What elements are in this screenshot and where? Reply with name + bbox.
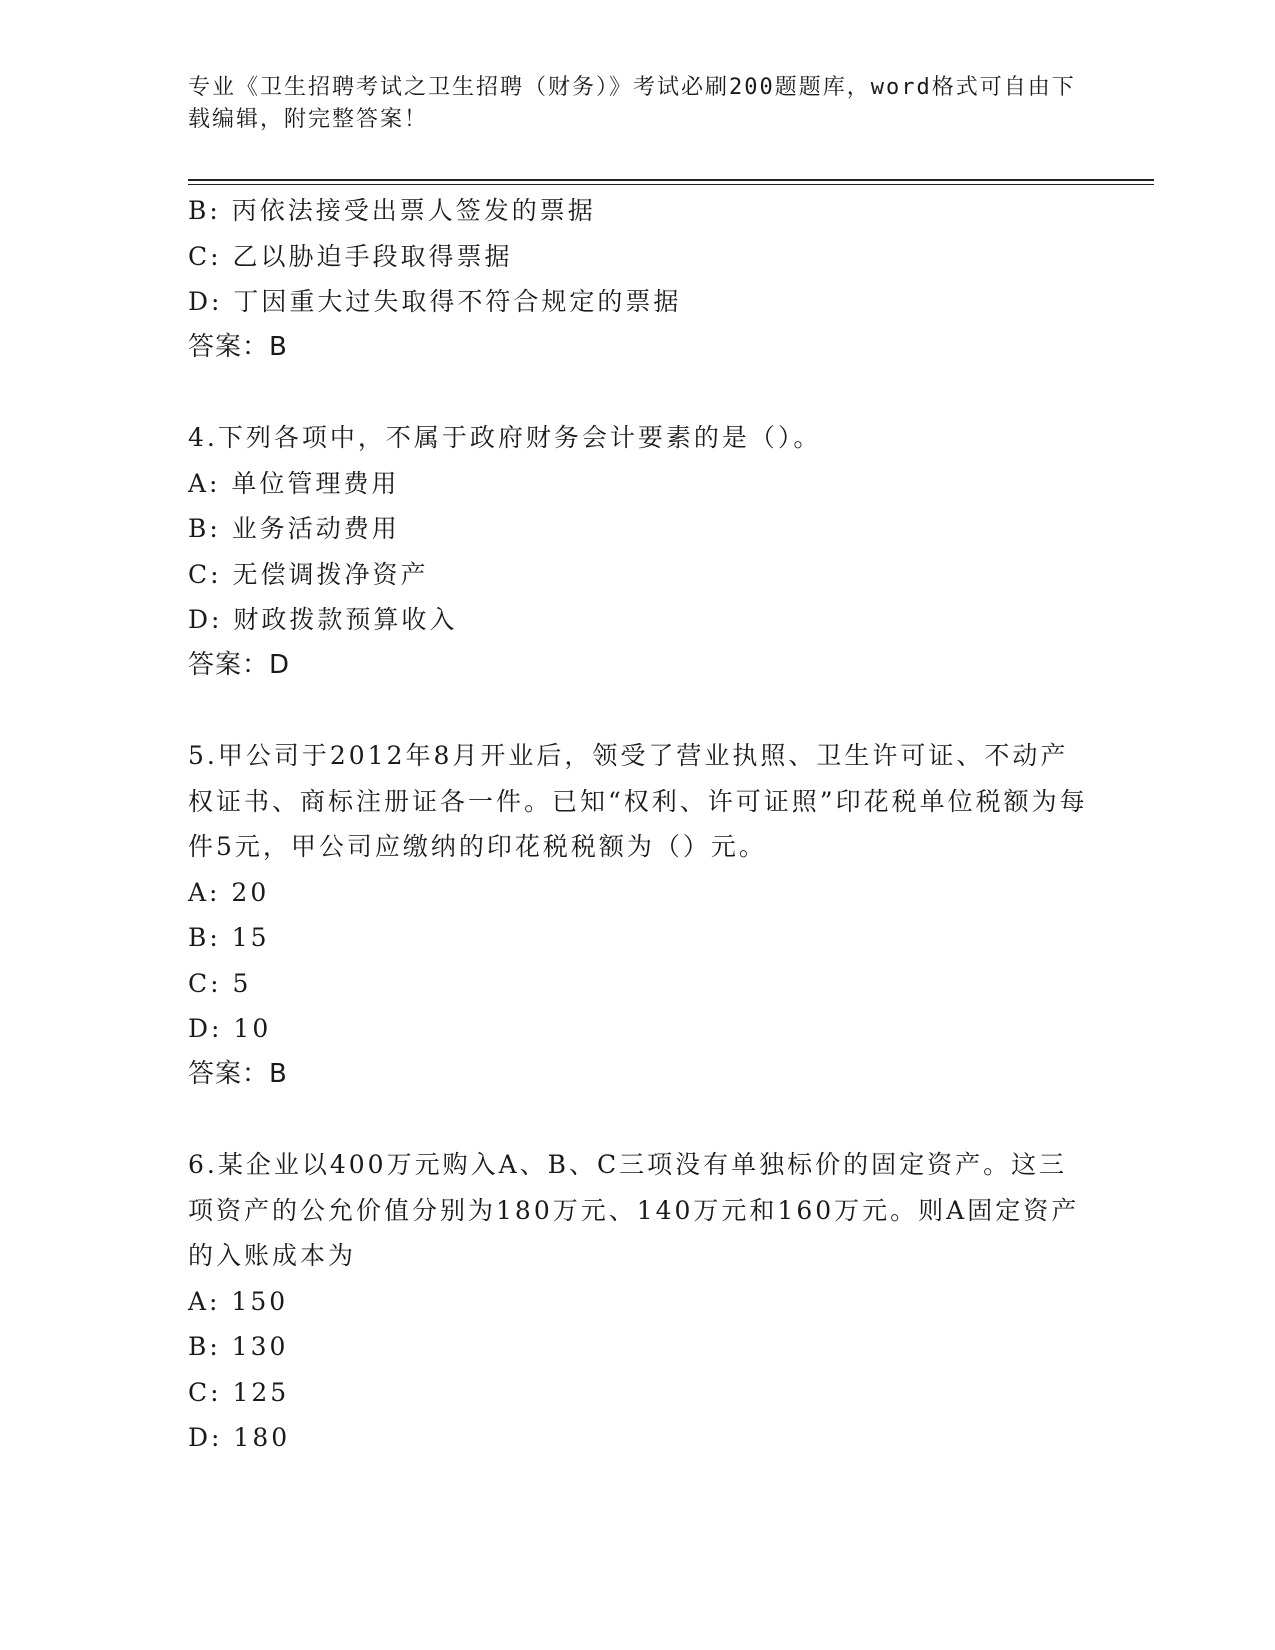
partial-question	[188, 188, 1088, 370]
option-a: A: 150	[188, 1286, 289, 1316]
option-d: D: 180	[188, 1423, 291, 1452]
option-c: C: 5	[188, 968, 252, 998]
answer: 答案：B	[188, 1058, 288, 1089]
option-d: D: 丁因重大过失取得不符合规定的票据	[188, 287, 682, 316]
question-list	[188, 188, 1088, 1461]
option-b: B: 丙依法接受出票人签发的票据	[188, 196, 596, 225]
option-b: B: 130	[188, 1332, 289, 1361]
page-header: 专业《卫生招聘考试之卫生招聘（财务）》考试必刷200题题库，word格式可自由下载编辑，附完整答案！	[188, 75, 1076, 132]
option-b: B: 业务活动费用	[188, 514, 400, 543]
option-c: C: 125	[188, 1377, 290, 1407]
option-c: C: 无偿调拨净资产	[188, 559, 429, 589]
option-a: A: 20	[188, 877, 270, 907]
option-d: D: 10	[188, 1014, 272, 1043]
question-text: 5.甲公司于2012年8月开业后，领受了营业执照、卫生许可证、不动产权证书、商标注册证各一件。已知“权利、许可证照”印花税单位税额为每件5元，甲公司应缴纳的印花税税额为（）元。	[188, 741, 1088, 861]
answer: 答案：B	[188, 331, 288, 362]
header-divider-thick	[188, 179, 1154, 181]
header-divider-thin	[188, 184, 1154, 185]
question-6	[188, 1142, 1088, 1461]
option-c: C: 乙以胁迫手段取得票据	[188, 241, 513, 271]
question-text: 4.下列各项中，不属于政府财务会计要素的是（）。	[188, 423, 822, 452]
question-4	[188, 415, 1088, 688]
question-5	[188, 733, 1088, 1097]
option-d: D: 财政拨款预算收入	[188, 605, 458, 634]
question-text: 6.某企业以400万元购入A、B、C三项没有单独标价的固定资产。这三项资产的公允价值分别为180万元、140万元和160万元。则A固定资产的入账成本为	[188, 1150, 1080, 1270]
option-a: A: 单位管理费用	[188, 468, 400, 498]
option-b: B: 15	[188, 923, 270, 952]
answer: 答案：D	[188, 649, 291, 680]
